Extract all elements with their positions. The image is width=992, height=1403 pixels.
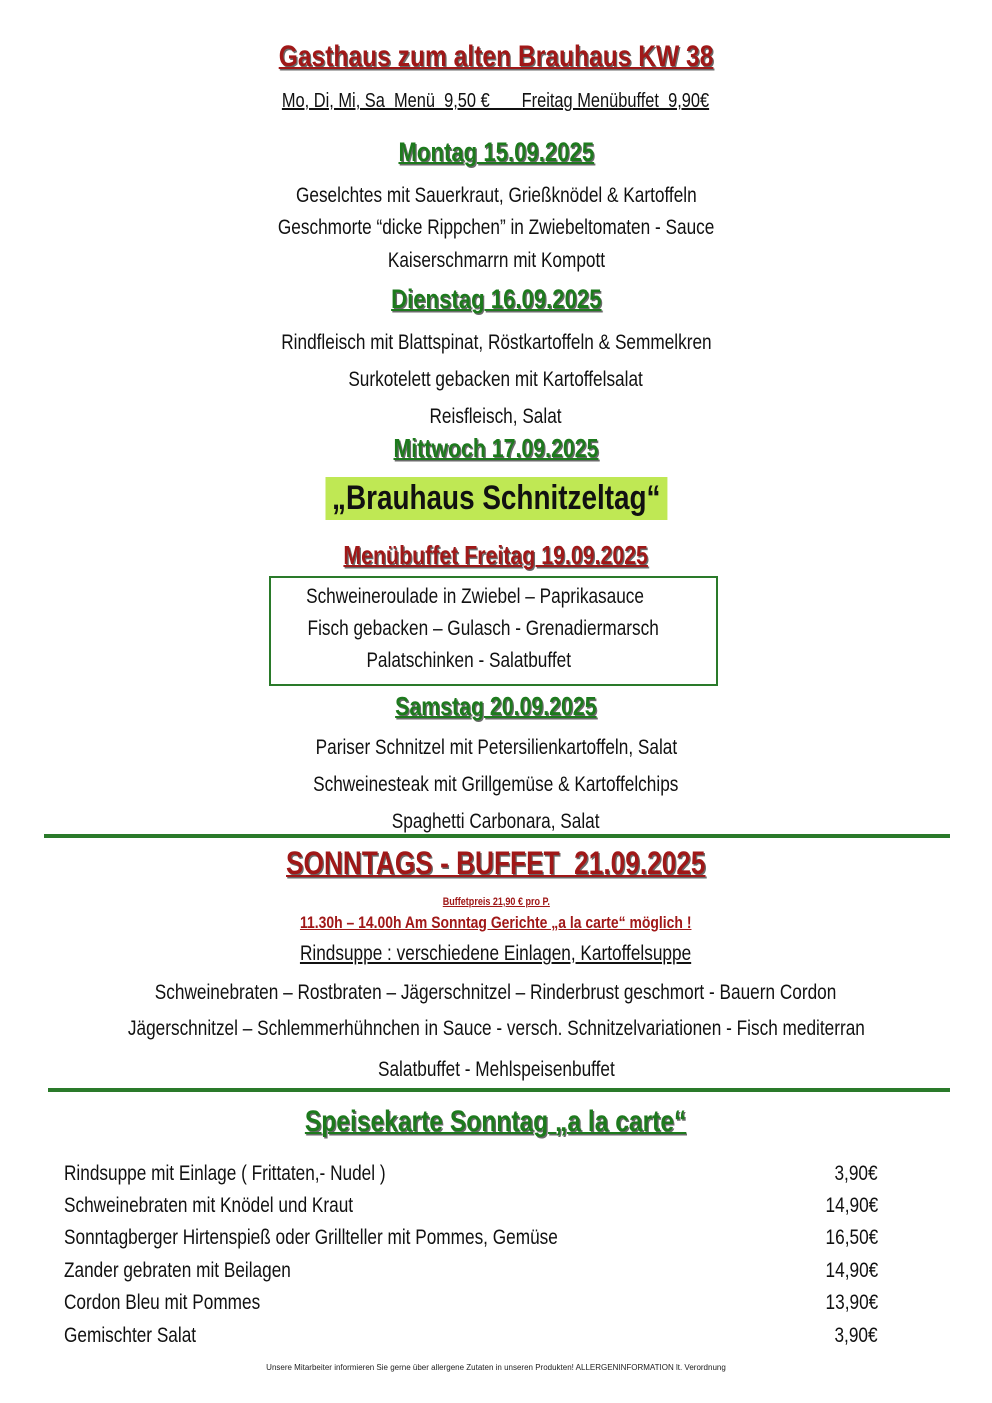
- menu-item-name: Cordon Bleu mit Pommes: [64, 1291, 261, 1314]
- monday-dish: Geselchtes mit Sauerkraut, Grießknödel & Kartoffeln: [295, 184, 697, 207]
- saturday-dish: Schweinesteak mit Grillgemüse & Kartoffelchips: [313, 773, 679, 796]
- menu-item-name: Zander gebraten mit Beilagen: [64, 1259, 291, 1282]
- menu-item-name: Sonntagberger Hirtenspieß oder Grillteller mit Pommes, Gemüse: [64, 1226, 558, 1249]
- tuesday-dish: Reisfleisch, Salat: [429, 405, 563, 428]
- tuesday-dish: Rindfleisch mit Blattspinat, Röstkartoffeln & Semmelkren: [280, 331, 712, 354]
- menu-item-name: Gemischter Salat: [64, 1324, 197, 1347]
- menu-item-price: 3,90€: [834, 1324, 878, 1347]
- menu-item-price: 16,50€: [825, 1226, 878, 1249]
- saturday-heading: Samstag 20.09.2025: [395, 691, 597, 721]
- allergen-footer: Unsere Mitarbeiter informieren Sie gerne über allergene Zutaten in unseren Produkten! ALLERGENINFORMATION lt. Verordnung: [266, 1363, 726, 1372]
- saturday-dish: Pariser Schnitzel mit Petersilienkartoffeln, Salat: [315, 736, 677, 759]
- menu-item-name: Schweinebraten mit Knödel und Kraut: [64, 1194, 354, 1217]
- tuesday-heading: Dienstag 16.09.2025: [390, 284, 602, 314]
- sunday-dish-line: Jägerschnitzel – Schlemmerhühnchen in Sauce - versch. Schnitzelvariationen - Fisch mediterran: [127, 1017, 865, 1040]
- tuesday-dish: Surkotelett gebacken mit Kartoffelsalat: [348, 368, 644, 391]
- monday-dish: Geschmorte “dicke Rippchen” in Zwiebeltomaten - Sauce: [277, 216, 715, 239]
- price-line: Mo, Di, Mi, Sa Menü 9,50 € Freitag Menübuffet 9,90€: [282, 90, 710, 112]
- friday-dish: Schweineroulade in Zwiebel – Paprikasauce: [306, 585, 644, 608]
- friday-heading: Menübuffet Freitag 19.09.2025: [343, 540, 649, 570]
- page-title: Gasthaus zum alten Brauhaus KW 38: [278, 40, 714, 73]
- divider: [48, 1088, 950, 1092]
- friday-dish: Palatschinken - Salatbuffet: [366, 649, 572, 672]
- wednesday-heading: Mittwoch 17.09.2025: [393, 433, 599, 463]
- sunday-price-note: Buffetpreis 21,90 € pro P.: [442, 896, 550, 908]
- sunday-time-note: 11.30h – 14.00h Am Sonntag Gerichte „a la carte“ möglich !: [300, 913, 692, 932]
- menu-item-price: 14,90€: [825, 1194, 878, 1217]
- monday-heading: Montag 15.09.2025: [398, 137, 594, 167]
- friday-dish: Fisch gebacken – Gulasch - Grenadiermarsch: [307, 617, 659, 640]
- sunday-dish-line: Schweinebraten – Rostbraten – Jägerschnitzel – Rinderbrust geschmort - Bauern Cordon: [155, 981, 837, 1004]
- divider: [44, 834, 950, 838]
- menu-item-name: Rindsuppe mit Einlage ( Frittaten,- Nudel ): [64, 1162, 386, 1185]
- monday-dish: Kaiserschmarrn mit Kompott: [387, 249, 605, 272]
- menu-item-price: 3,90€: [834, 1162, 878, 1185]
- menu-item-price: 13,90€: [825, 1291, 878, 1314]
- sunday-heading: SONNTAGS - BUFFET 21.09.2025: [286, 845, 706, 881]
- saturday-dish: Spaghetti Carbonara, Salat: [392, 810, 600, 833]
- menu-item-price: 14,90€: [825, 1259, 878, 1282]
- carte-heading: Speisekarte Sonntag „a la carte“: [305, 1105, 687, 1138]
- schnitzeltag-banner: „Brauhaus Schnitzeltag“: [0, 477, 992, 520]
- sunday-dish-line: Salatbuffet - Mehlspeisenbuffet: [377, 1058, 615, 1081]
- sunday-soup: Rindsuppe : verschiedene Einlagen, Kartoffelsuppe: [300, 942, 692, 965]
